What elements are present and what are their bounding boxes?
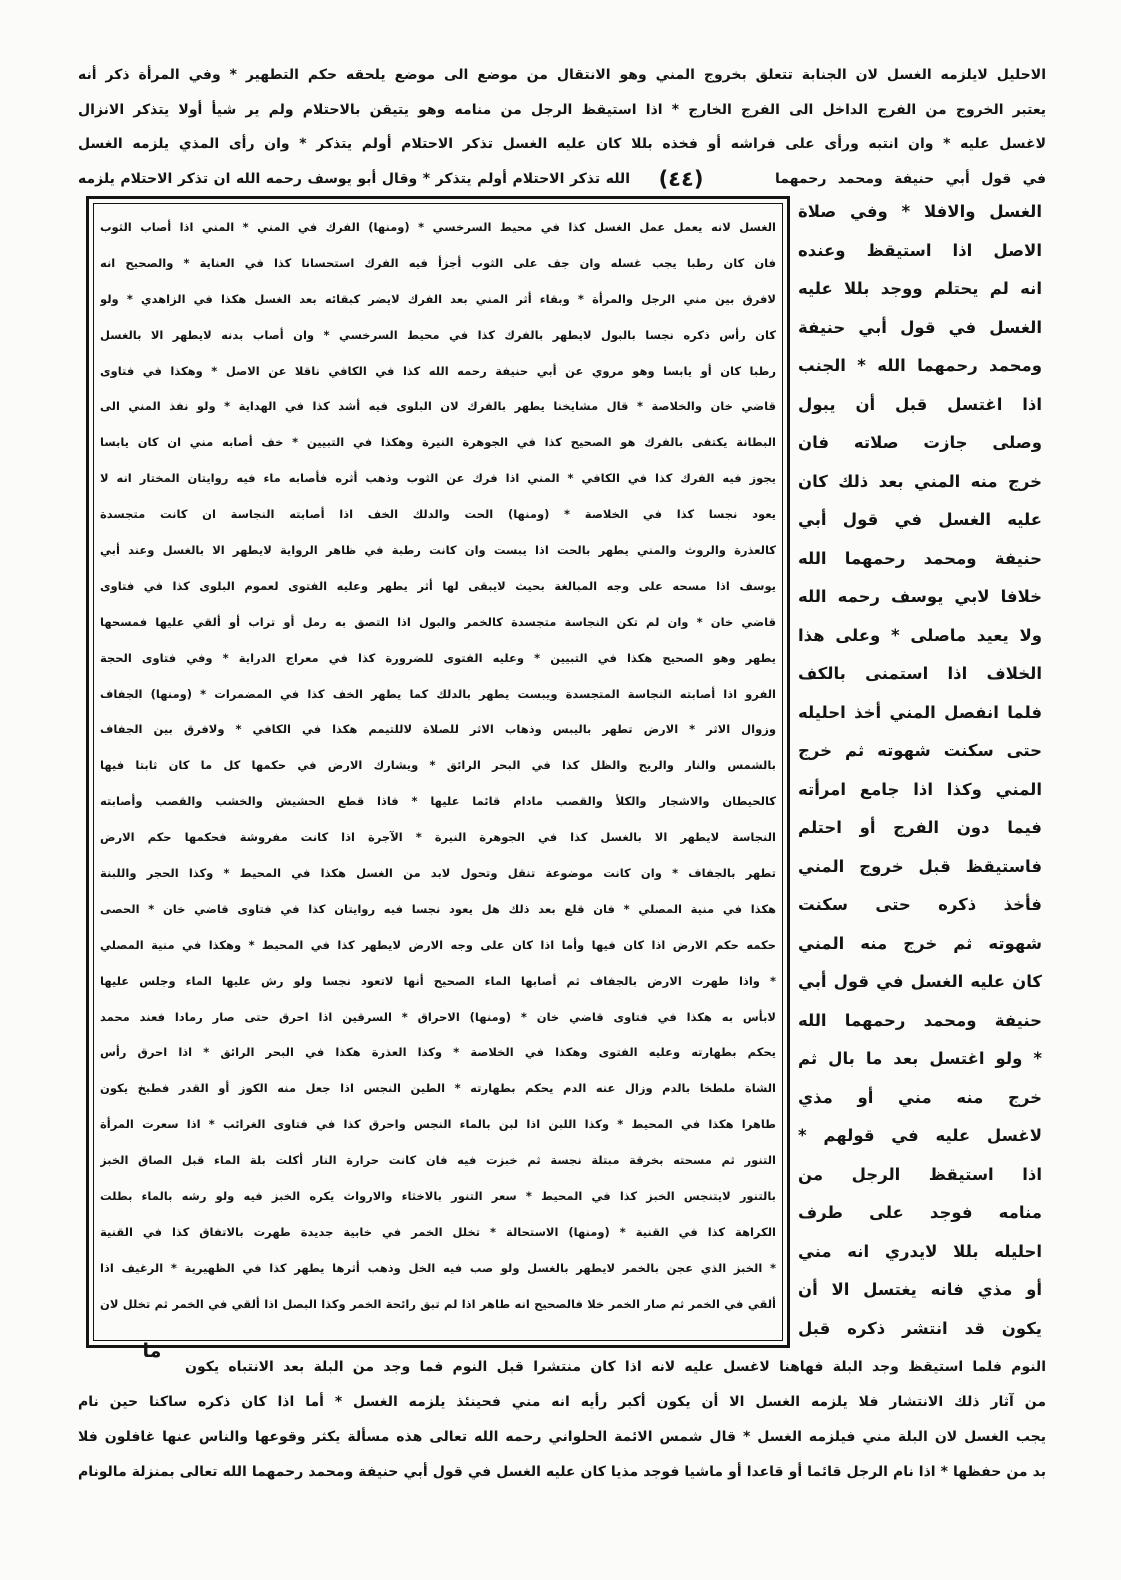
margin-text-line: خلافا لابي يوسف رحمه الله (798, 587, 1042, 606)
margin-text-line: وصلى جازت صلاته فان (798, 433, 1042, 452)
margin-text-line: الغسل في قول أبي حنيفة (798, 317, 1042, 337)
footer-text-block (78, 1350, 1046, 1490)
footer-text-line: بد من حفظها * اذا نام الرجل قائما أو قاعدا أو ماشيا فوجد مذيا كان عليه الغسل في قول أبي حنيفة ومحمد رحمهما الله تعالى بمنزلة مالونام (78, 1464, 1046, 1480)
main-text-line: طاهرا هكذا في المحيط * وكذا اللبن اذا لبن بالماء النجس واحرق كذا في فتاوى الغرائب * اذا سعرت المرأة (100, 1117, 776, 1132)
margin-text-line: حنيفة ومحمد رحمهما الله (798, 548, 1042, 568)
header-text-block (78, 58, 1046, 196)
main-text-line: ألقي في الخمر ثم صار الخمر خلا فالصحيح انه طاهر اذا لم تبق رائحة الخمر وكذا البصل اذا ألقي في الخمر ثم تخلل لان (100, 1296, 776, 1311)
margin-text-line: * ولو اغتسل بعد ما بال ثم (798, 1049, 1042, 1068)
main-text-line: التنور ثم مسحته بخرقة مبتلة نجسة ثم خبزت فيه فان كانت حرارة النار أكلت بلة الماء قبل الصاق الخبز (100, 1153, 776, 1168)
header-text-line: لاغسل عليه * وان انتبه ورأى على فراشه أو فخذه بللا كان عليه الغسل تذكر الاحتلام أولم يتذكر * وان رأى المذي يلزمه الغسل (78, 136, 1046, 152)
margin-text-line: الغسل والافلا * وفي صلاة (798, 202, 1042, 221)
footer-text-line: من آثار ذلك الانتشار فلا يلزمه الغسل الا أن يكون أكبر رأيه انه مني فحينئذ يلزمه الغسل * أما اذا كان ذكره ساكنا حين نام (78, 1394, 1046, 1410)
main-text-line: الغسل لانه يعمل عمل الغسل كذا في محيط السرخسي * (ومنها) الفرك في المني * المني اذا أصاب الثوب (100, 220, 776, 234)
header-text-line: الاحليل لايلزمه الغسل لان الجنابة تتعلق بخروج المني وهو الانتقال من موضع الى موضع يلحقه حكم التطهير * وفي المرأة ذكر أنه (78, 67, 1046, 83)
header-text-line-left-part: الله تذكر الاحتلام أولم يتذكر * وقال أبو يوسف رحمه الله ان تذكر الاحتلام يلزمه (78, 170, 630, 187)
main-text-line: النجاسة لايطهر الا بالغسل كذا في الجوهرة النيرة * الآجرة اذا كانت مفروشة فحكمها حكم الارض (100, 830, 776, 845)
main-text-line: هكذا في منية المصلي * فان قلع بعد ذلك هل يعود نجسا فيه روايتان كذا في فتاوى قاضي خان * الحصى (100, 901, 776, 916)
main-text-line: لابأس به هكذا في فتاوى قاضي خان * (ومنها) الاحراق * السرقين اذا احرق حتى صار رمادا فعند محمد (100, 1009, 776, 1024)
footer-text-line: النوم فلما استيقظ وجد البلة فهاهنا لاغسل عليه لانه اذا كان منتشرا قبل النوم فما وجد من البلة بعد الانتباه يكون (185, 1359, 1046, 1375)
margin-text-line: حنيفة ومحمد رحمهما الله (798, 1010, 1042, 1030)
main-text-line: بالشمس والنار والريح والظل كذا في البحر الرائق * ويشارك الارض في حكمها كل ما كان ثابتا فيها (100, 758, 776, 773)
margin-text-line: ومحمد رحمهما الله * الجنب (798, 356, 1042, 375)
header-text-line-right-part: في قول أبي حنيفة ومحمد رحمهما (775, 170, 1046, 187)
margin-text-line: أو مذي فانه يغتسل الا أن (798, 1280, 1042, 1299)
main-text-line: * واذا طهرت الارض بالجفاف ثم أصابها الماء الصحيح أنها لاتعود نجسا ولو رش عليها الماء وجلس عليها (100, 973, 776, 988)
margin-text-line: الاصل اذا استيقظ وعنده (798, 240, 1042, 260)
margin-text-line: الخلاف اذا استمنى بالكف (798, 664, 1042, 683)
margin-text-line: منامه فوجد على طرف (798, 1203, 1042, 1222)
main-text-line: رطبا كان أو يابسا وهو مروي عن أبي حنيفة رحمه الله كذا في الكافي ناقلا عن الاصل * وهكذا في فتاوى (100, 363, 776, 378)
main-text-line: لافرق بين مني الرجل والمرأة * وبقاء أثر المني بعد الفرك لايضر كبقائه بعد الغسل هكذا في الزاهدي * ولو (100, 291, 776, 306)
margin-text-line: فاستيقظ قبل خروج المني (798, 856, 1042, 876)
margin-text-line: اذا اغتسل قبل أن يبول (798, 394, 1042, 414)
margin-text-line: خرج منه المني بعد ذلك كان (798, 471, 1042, 491)
margin-text-line: فلما انفصل المني أخذ احليله (798, 702, 1042, 722)
margin-text-line: لاغسل عليه في قولهم * (798, 1126, 1042, 1145)
main-text-line: حكمه حكم الارض اذا كان فيها وأما اذا كان على وجه الارض لايطهر كذا في المحيط * وهكذا في منية المصلي (100, 937, 776, 952)
margin-text-line: المني وكذا اذا جامع امرأته (798, 779, 1042, 799)
main-text-block (100, 210, 776, 1323)
main-text-line: يطهر وهو الصحيح هكذا في التبيين * وعليه الفتوى للضرورة كذا في معراج الدراية * وفي فتاوى الحجة (100, 650, 776, 665)
main-text-line: الفرو اذا أصابته النجاسة المتجسدة ويبست يطهر بالدلك كما يطهر الخف كذا في المضمرات * (ومنها) الجفاف (100, 686, 776, 701)
main-text-line: يحكم بطهارته وعليه الفتوى وهكذا في الخلاصة * وكذا العذرة هكذا في البحر الرائق * اذا احرق رأس (100, 1045, 776, 1060)
main-text-line: البطانة يكتفى بالفرك هو الصحيح كذا في الجوهرة النيرة وهكذا في التبيين * خف أصابه مني ان كان يابسا (100, 435, 776, 450)
main-text-line: يعود نجسا كذا في الخلاصة * (ومنها) الحت والدلك الخف اذا أصابته النجاسة ان كانت متجسدة (100, 507, 776, 522)
main-text-line: وزوال الاثر * الارض تطهر باليبس وذهاب الاثر للصلاة لاللتيمم هكذا في الكافي * ولافرق بين الجفاف (100, 722, 776, 737)
margin-text-line: فيما دون الفرج أو احتلم (798, 818, 1042, 837)
catchword: ما (142, 1340, 162, 1362)
main-text-line: قاضي خان والخلاصة * قال مشايخنا يطهر بالفرك لان البلوى فيه أشد كذا في الهداية * ولو نفذ المني الى (100, 399, 776, 414)
margin-text-line: حتى سكنت شهوته ثم خرج (798, 741, 1042, 760)
margin-text-line: يكون قد انتشر ذكره قبل (798, 1318, 1042, 1338)
margin-text-line: فأخذ ذكره حتى سكنت (798, 895, 1042, 914)
header-line-with-page-number (78, 162, 1046, 197)
margin-text-line: كان عليه الغسل في قول أبي (798, 972, 1042, 991)
margin-commentary-block (798, 193, 1042, 1348)
main-text-line: كالعذرة والروث والمني يطهر بالحت اذا يبست وان كانت رطبة في ظاهر الرواية لايطهر الا بالغسل وعند أبي (100, 543, 776, 558)
page-number: (٤٤) (658, 166, 704, 191)
main-text-line: الشاة ملطخا بالدم وزال عنه الدم يحكم بطهارته * الطين النجس اذا جعل منه الكوز أو القدر فطبخ يكون (100, 1081, 776, 1096)
main-text-line: كالحيطان والاشجار والكلأ والقصب مادام قائما عليها * فاذا قطع الحشيش والخشب والقصب وأصابته (100, 794, 776, 809)
main-text-line: * الخبز الذي عجن بالخمر لايطهر بالغسل ولو صب فيه الخل وذهب أثرها يطهر كذا في الظهيرية * الرغيف اذا (100, 1260, 776, 1275)
main-text-line: يوسف اذا مسحه على وجه المبالغة بحيث لايبقى لها أثر يطهر وعليه الفتوى لعموم البلوى كذا في فتاوى (100, 578, 776, 593)
main-text-line: الكراهة كذا في القنية * (ومنها) الاستحالة * تخلل الخمر في خابية جديدة طهرت بالاتفاق كذا في القنية (100, 1224, 776, 1239)
main-text-line: بالتنور لايتنجس الخبز كذا في المحيط * سعر التنور بالاخثاء والارواث يكره الخبز فيه ولو رشه بالماء بطلت (100, 1189, 776, 1204)
main-text-line: فان كان رطبا يجب غسله وان جف على الثوب أجزأ فيه الفرك استحسانا كذا في العناية * والصحيح انه (100, 255, 776, 270)
margin-text-line: ولا يعيد ماصلى * وعلى هذا (798, 625, 1042, 645)
header-text-line: يعتبر الخروج من الفرج الداخل الى الفرج الخارج * اذا استيقظ الرجل من منامه وهو يتيقن بالاحتلام ولم ير شيأ أولا يتذكر الانزال (78, 101, 1046, 118)
margin-text-line: احليله بللا لايدري انه مني (798, 1241, 1042, 1261)
main-text-line: كان رأس ذكره نجسا بالبول لايطهر بالفرك كذا في محيط السرخسي * وان أصاب بدنه لايطهر الا بالغسل (100, 327, 776, 342)
margin-text-line: خرج منه مني أو مذي (798, 1087, 1042, 1107)
margin-text-line: عليه الغسل في قول أبي (798, 510, 1042, 529)
margin-text-line: شهوته ثم خرج منه المني (798, 933, 1042, 953)
margin-text-line: انه لم يحتلم ووجد بللا عليه (798, 279, 1042, 298)
footer-text-line: يجب الغسل لان البلة مني فيلزمه الغسل * قال شمس الائمة الحلواني رحمه الله تعالى هذه مسألة يكثر وقوعها والناس عنها غافلون فلا (78, 1429, 1046, 1445)
main-text-line: تطهر بالجفاف * وان كانت موضوعة تنقل وتحول لابد من الغسل هكذا في المحيط * وكذا الحجر واللبنة (100, 866, 776, 881)
main-text-line: يجوز فيه الفرك كذا في الكافي * المني اذا فرك عن الثوب وذهب أثره فأصابه ماء فيه روايتان المختار انه لا (100, 471, 776, 486)
main-text-line: قاضي خان * وان لم تكن النجاسة متجسدة كالخمر والبول اذا التصق به رمل أو تراب أو ألقي عليها فمسحها (100, 614, 776, 629)
margin-text-line: اذا استيقظ الرجل من (798, 1164, 1042, 1184)
